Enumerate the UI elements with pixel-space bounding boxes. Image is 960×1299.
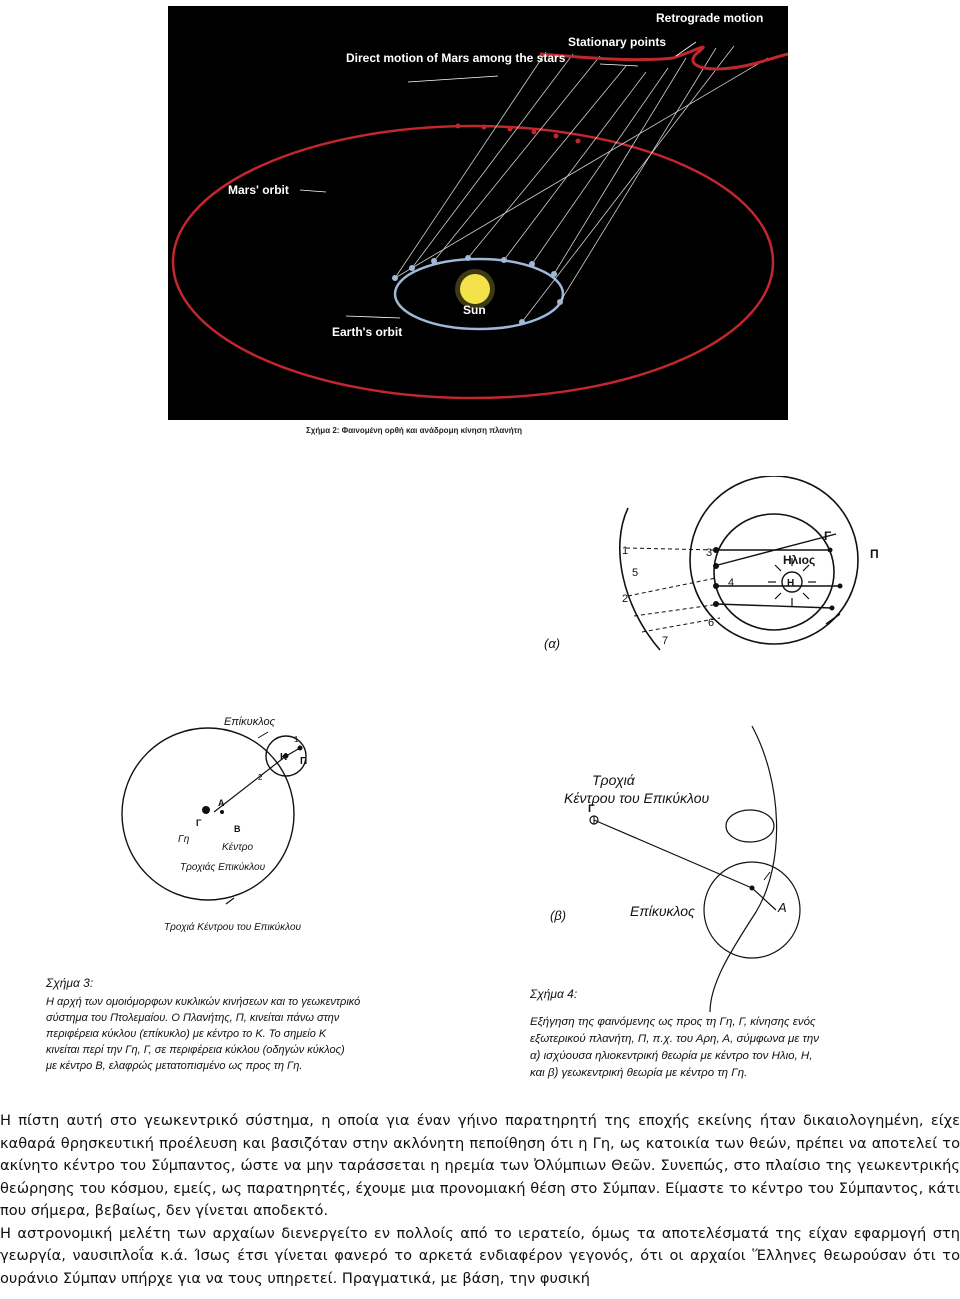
label-retrograde: Retrograde motion xyxy=(656,11,764,25)
radius-line xyxy=(214,756,286,812)
fig4a-number-5: 5 xyxy=(632,567,639,579)
label-k: K xyxy=(280,752,288,763)
label-stationary: Stationary points xyxy=(568,35,667,49)
label-deferent: Τροχιά Κέντρου του Επικύκλου xyxy=(164,922,302,933)
label-sun-mark: Η xyxy=(787,578,795,589)
label-center-path: Τροχιάς Επικύκλου xyxy=(180,862,266,873)
motion-arrow xyxy=(826,614,840,624)
figure-3 xyxy=(0,708,500,1078)
dashed-sight-lines xyxy=(626,548,720,632)
label-epicycle: Επίκυκλος xyxy=(224,716,275,728)
paragraph-1: Η πίστη αυτή στο γεωκεντρικό σύστημα, η οποία για έναν γήινο παρατηρητή της εποχής εκείνης ήταν δικαιολογημένη, είχε καθαρά θρησκευτική προέλευση και βασιζόταν στην ακλόνητη πεποίθηση ότι η Γη, ως κατοικία των θεών, πρέπει να αποτελεί το ακίνητο κέντρο του Σύμπαντος, ώστε να μην ταράσσεται η ηρεμία των Ὀλύμπιων Θεῶν. Συνεπώς, στο πλαίσιο της γεωκεντρικής θεώρησης του κόσμου, εμείς, ως παρατηρητές, έχουμε μια προνομιακή θέση στο Σύμπαν. Είμαστε το κέντρο του Σύμπαντος, κάτι που σήμερα, βεβαίως, δεν γίνεται αποδεκτό. xyxy=(0,1112,960,1219)
label-mars-orbit: Mars' orbit xyxy=(228,183,289,197)
deferent-direction-arrow xyxy=(226,898,234,904)
epicycle-direction-arrow xyxy=(258,732,268,738)
label-sun: Sun xyxy=(463,303,486,317)
fig3-caption: Η αρχή των ομοιόμορφων κυκλικών κινήσεων και το γεωκεντρικό σύστημα του Πτολεμαίου. Ο Πλανήτης, Π, κινείται πάνω στην περιφέρεια κύκλου (επίκυκλο) με κέντρο το Κ. Το σημείο Κ κινείται περί την Γη, Γ, σε περιφέρεια κύκλου (οδηγών κύκλος) με κέντρο Β, ελαφρώς μετατοπισμένο ως προς τη Γη. xyxy=(46,996,361,1072)
figure-2-caption: Σχήμα 2: Φαινομένη ορθή και ανάδρομη κίνηση πλανήτη xyxy=(306,426,523,435)
label-gamma: Γ xyxy=(196,818,202,828)
fig3-caption-title: Σχήμα 3: xyxy=(46,976,94,990)
deferent-path-curve xyxy=(710,726,777,1012)
label-gamma: Γ xyxy=(824,529,832,543)
figure-2 xyxy=(168,6,788,442)
figure-4b xyxy=(520,702,940,1086)
fig4-caption: Εξήγηση της φαινόμενης ως προς τη Γη, Γ, κίνησης ενός εξωτερικού πλανήτη, Π, π.χ. του Αρη, Α, σύμφωνα με την α) ισχύουσα ηλιοκεντρική θεωρία με κέντρο τον Ηλιο, Η, και β) γεωκεντρική θεωρία με κέντρο τη Γη. xyxy=(530,1016,819,1079)
label-path-line2: Κέντρου του Επικύκλου xyxy=(564,790,710,806)
label-pi: Π xyxy=(870,547,879,561)
part-label-a: (α) xyxy=(544,636,561,651)
label-sun-name: Ηλιος xyxy=(783,553,816,567)
deferent-circle xyxy=(122,728,294,900)
retrograde-loop xyxy=(726,810,774,842)
apparent-path-curve xyxy=(620,508,660,650)
fig4-caption-title: Σχήμα 4: xyxy=(530,987,578,1001)
label-one: 1 xyxy=(294,735,299,744)
label-p: Π xyxy=(300,756,308,767)
label-path-line1: Τροχιά xyxy=(592,772,635,788)
earth-to-center-line xyxy=(594,820,752,888)
label-earth: Γη xyxy=(178,834,190,845)
label-two: 2 xyxy=(258,773,263,782)
label-center: Κέντρο xyxy=(222,842,254,853)
label-earth-orbit: Earth's orbit xyxy=(332,325,403,339)
fig4a-number-6: 6 xyxy=(708,617,715,629)
figure-4a xyxy=(530,476,922,702)
fig4a-number-4: 4 xyxy=(728,577,735,589)
label-direct-motion: Direct motion of Mars among the stars xyxy=(346,51,566,65)
inner-orbit-circle xyxy=(714,514,834,630)
label-epicycle: Επίκυκλος xyxy=(630,903,695,919)
paragraph-2: Η αστρονομική μελέτη των αρχαίων διενεργείτο εν πολλοίς από το ιερατείο, όμως τα αποτελέσματά της είχαν εφαρμογή στη γεωργία, ναυσιπλοΐα κ.ά. Ίσως έτσι γίνεται φανερό το αρκετά ενδιαφέρον γεγονός, ότι οι αρχαίοι Ἕλληνες θεωρούσαν ότι το ουράνιο Σύμπαν υπήρχε για να τους υπηρετεί. Πραγματικά, με βάση, την φυσική xyxy=(0,1224,960,1287)
label-gamma: Γ xyxy=(588,803,595,815)
fig4b-direction-arrow xyxy=(764,872,770,880)
body-text xyxy=(0,1110,960,1290)
fig4a-number-1: 1 xyxy=(622,545,629,557)
fig4a-number-7: 7 xyxy=(662,635,669,647)
fig4a-number-3: 3 xyxy=(706,547,713,559)
epicycle-center-point xyxy=(750,886,755,891)
part-label-b: (β) xyxy=(550,908,567,923)
label-b: B xyxy=(234,824,241,834)
center-to-planet-line xyxy=(752,888,776,910)
label-a: Α xyxy=(218,798,225,808)
fig4a-number-2: 2 xyxy=(622,593,629,605)
label-a: Α xyxy=(778,900,787,915)
